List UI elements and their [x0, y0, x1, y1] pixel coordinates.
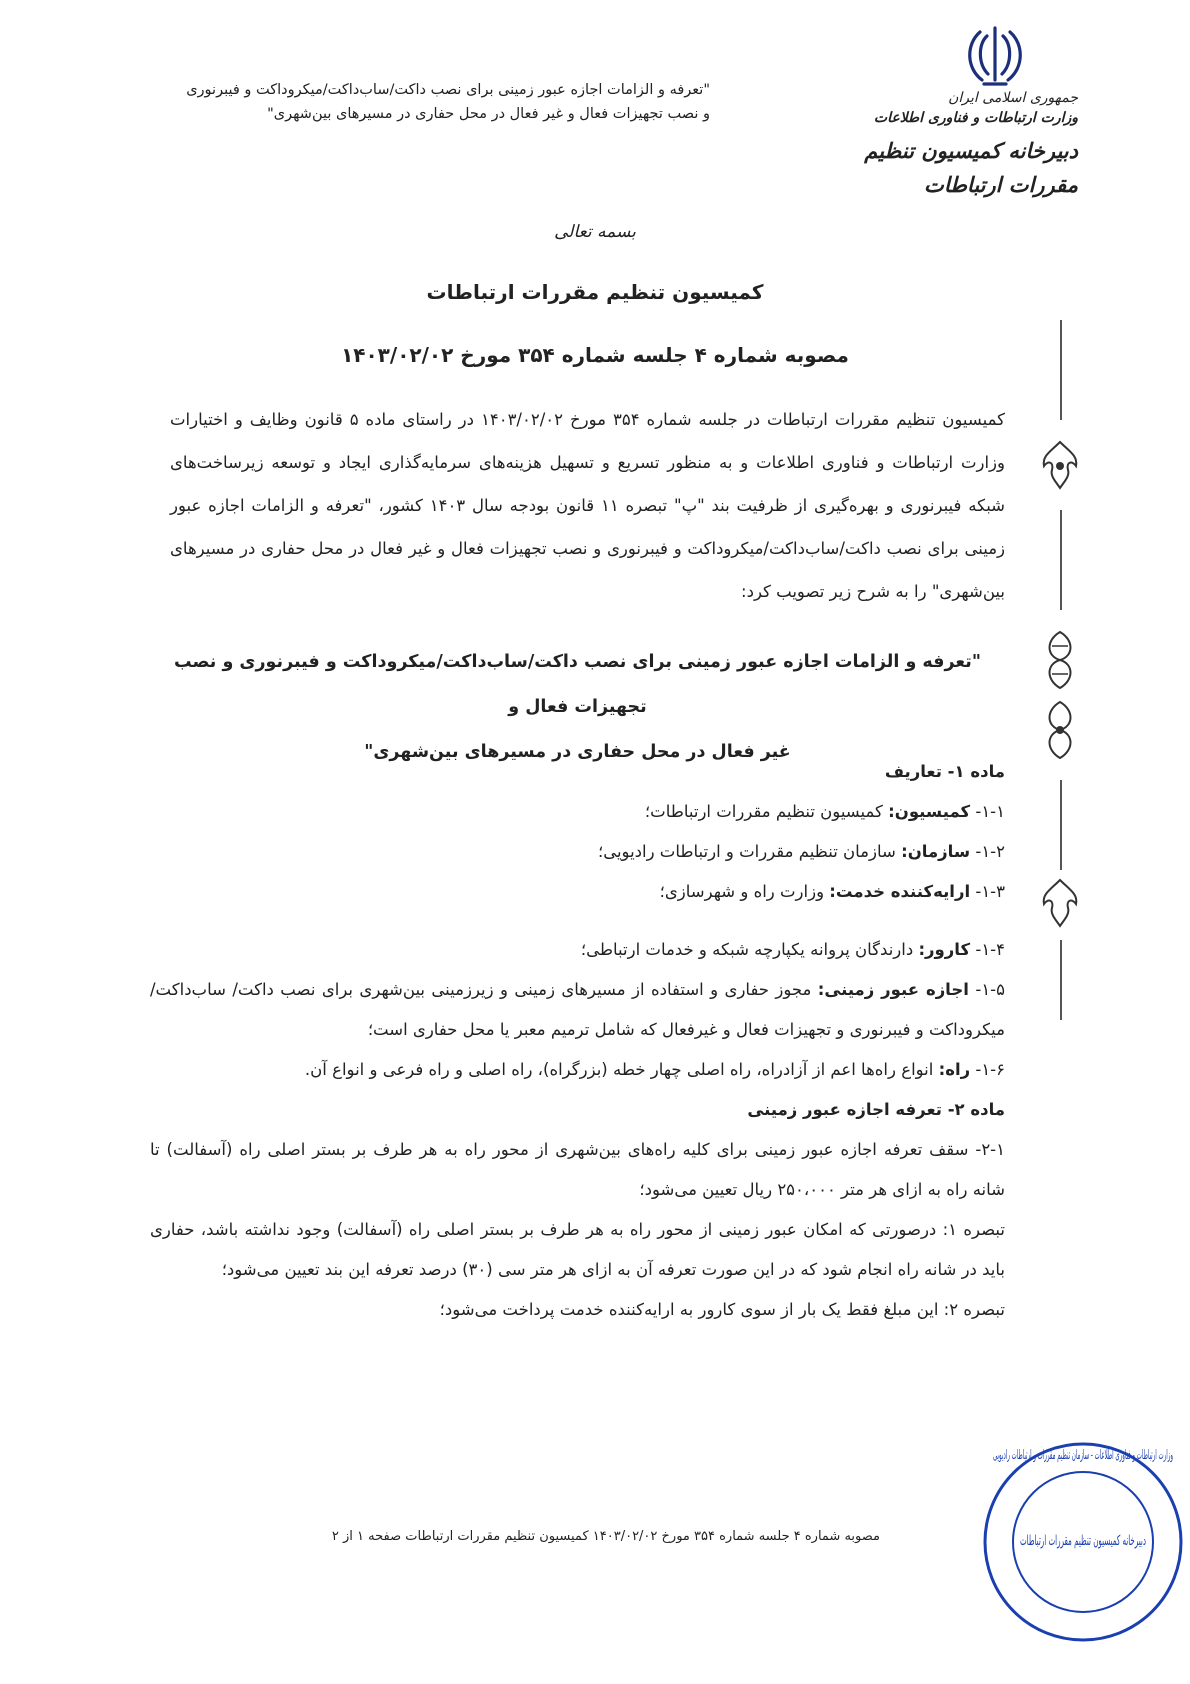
article-2-item-1: ۲-۱- سقف تعرفه اجازه عبور زمینی برای کلیه راه‌های بین‌شهری از محور راه به هر طرف بر بستر اصلی راه (آسفالت) تا شانه راه به ازای هر متر ۲۵۰،۰۰۰ ریال تعیین می‌شود؛: [150, 1140, 1005, 1199]
header-title-line-2: و نصب تجهیزات فعال و غیر فعال در محل حفاری در مسیرهای بین‌شهری": [267, 106, 710, 122]
item-definition: انواع راه‌ها اعم از آزادراه، راه اصلی چهار خطه (بزرگراه)، راه اصلی و راه فرعی و انواع آن.: [304, 1060, 939, 1079]
header-title-line-1: "تعرفه و الزامات اجازه عبور زمینی برای نصب داکت/ساب‌داکت/میکروداکت و فیبرنوری: [186, 82, 710, 98]
ornament-icon: [1040, 700, 1080, 760]
item-definition: سازمان تنظیم مقررات و ارتباطات رادیویی؛: [597, 842, 902, 861]
item-term: راه:: [938, 1060, 971, 1079]
commission-title: کمیسیون تنظیم مقررات ارتباطات: [426, 280, 764, 304]
ornament-icon: [1040, 878, 1080, 928]
item-number: ۱-۵-: [968, 980, 1005, 999]
definition-item: [150, 872, 1005, 912]
article-2-note-2: تبصره ۲: این مبلغ فقط یک بار از سوی کارور به ارایه‌کننده خدمت پرداخت می‌شود؛: [439, 1300, 1005, 1319]
margin-rule: [1060, 940, 1062, 1020]
gov-line-2: وزارت ارتباطات و فناوری اطلاعات: [873, 110, 1078, 126]
margin-rule: [1060, 510, 1062, 610]
ornament-icon: [1040, 630, 1080, 690]
iran-emblem-icon: [960, 22, 1030, 90]
stamp-outer-text: وزارت ارتباطات و فناوری اطلاعات - سازمان تنظیم مقررات و ارتباطات رادیویی: [993, 1448, 1173, 1463]
item-term: ارایه‌کننده خدمت:: [829, 882, 971, 901]
intro-paragraph: کمیسیون تنظیم مقررات ارتباطات در جلسه شماره ۳۵۴ مورخ ۱۴۰۳/۰۲/۰۲ در راستای ماده ۵ قانون وظایف و اختیارات وزارت ارتباطات و فناوری اطلاعات و به منظور تسریع و تسهیل هزینه‌های سرمایه‌گذاری ایجاد و توسعه زیرساخت‌های شبکه فیبرنوری و بهره‌گیری از ظرفیت بند "پ" تبصره ۱۱ قانون بودجه سال ۱۴۰۳ کشور، "تعرفه و الزامات اجازه عبور زمینی برای نصب داکت/ساب‌داکت/میکروداکت و فیبرنوری و نصب تجهیزات فعال و غیر فعال در محل حفاری در مسیرهای بین‌شهری" را به شرح زیر تصویب کرد:: [170, 410, 1006, 601]
item-term: کارور:: [918, 940, 971, 959]
item-number: ۱-۴-: [970, 940, 1005, 959]
item-term: اجازه عبور زمینی:: [817, 980, 969, 999]
resolution-title: مصوبه شماره ۴ جلسه شماره ۳۵۴ مورخ ۱۴۰۳/۰۲/۰۲: [341, 343, 849, 367]
article-2-heading: ماده ۲- تعرفه اجازه عبور زمینی: [747, 1100, 1005, 1119]
bismillah: بسمه تعالی: [554, 222, 636, 242]
subject-line-1: "تعرفه و الزامات اجازه عبور زمینی برای نصب داکت/ساب‌داکت/میکروداکت و فیبرنوری و نصب تجهیزات فعال و: [174, 652, 981, 717]
item-number: ۱-۲-: [970, 842, 1005, 861]
item-definition: دارندگان پروانه یکپارچه شبکه و خدمات ارتباطی؛: [580, 940, 919, 959]
item-definition: مجوز حفاری و استفاده از مسیرهای زمینی و زیرزمینی بین‌شهری برای نصب داکت/ ساب‌داکت/ میکروداکت و فیبرنوری و تجهیزات فعال و غیرفعال که شامل ترمیم معبر یا محل حفاری است؛: [150, 980, 1005, 1039]
definition-item: [150, 930, 1005, 970]
header-title: [170, 78, 710, 126]
item-definition: وزارت راه و شهرسازی؛: [659, 882, 830, 901]
definition-item: [150, 970, 1005, 1050]
margin-rule: [1060, 320, 1062, 420]
definition-item: [150, 1050, 1005, 1090]
gov-line-3: دبیرخانه کمیسیون تنظیم مقررات ارتباطات: [864, 138, 1078, 197]
official-stamp: [978, 1437, 1188, 1647]
item-term: سازمان:: [901, 842, 971, 861]
item-term: کمیسیون:: [888, 802, 971, 821]
ornament-icon: [1040, 440, 1080, 490]
article-1-heading: ماده ۱- تعاریف: [884, 762, 1005, 781]
item-definition: کمیسیون تنظیم مقررات ارتباطات؛: [644, 802, 889, 821]
page-footer: مصوبه شماره ۴ جلسه شماره ۳۵۴ مورخ ۱۴۰۳/۰۲/۰۲ کمیسیون تنظیم مقررات ارتباطات صفحه ۱ از ۲: [331, 1529, 880, 1544]
margin-rule: [1060, 780, 1062, 870]
item-number: ۱-۳-: [970, 882, 1005, 901]
subject-line-2: غیر فعال در محل حفاری در مسیرهای بین‌شهری": [364, 742, 791, 762]
document-body: [150, 752, 1005, 1330]
definition-item: [150, 832, 1005, 872]
ministry-block: [838, 88, 1078, 202]
stamp-inner-text: دبیرخانه کمیسیون تنظیم مقررات ارتباطات: [1020, 1533, 1146, 1549]
item-number: ۱-۶-: [970, 1060, 1005, 1079]
item-number: ۱-۱-: [970, 802, 1005, 821]
article-2-note-1: تبصره ۱: درصورتی که امکان عبور زمینی از محور راه به هر طرف بر بستر اصلی راه (آسفالت) وجود نداشته باشد، حفاری باید در شانه راه انجام شود که در این صورت تعرفه آن به ازای هر متر سی (۳۰) درصد تعرفه این بند تعیین می‌شود؛: [150, 1220, 1005, 1279]
definition-item: [150, 792, 1005, 832]
gov-line-1: جمهوری اسلامی ایران: [948, 90, 1078, 106]
